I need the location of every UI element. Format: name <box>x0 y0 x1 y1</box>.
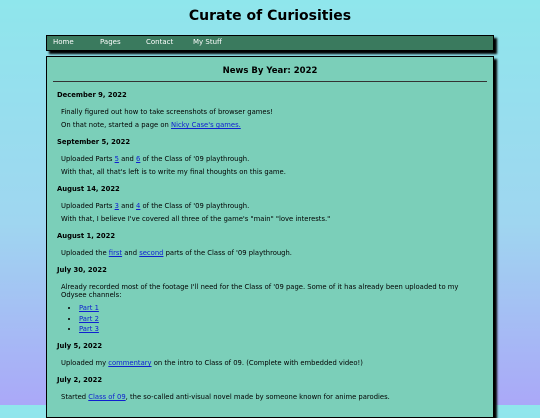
parts-list <box>61 304 482 333</box>
news-entry <box>57 185 482 223</box>
nav-my-stuff[interactable]: My Stuff <box>193 38 222 46</box>
part-3-link[interactable]: 3 <box>114 202 119 210</box>
entry-date: September 5, 2022 <box>57 138 131 146</box>
entry-date: December 9, 2022 <box>57 91 127 99</box>
entry-date: August 1, 2022 <box>57 232 116 240</box>
entry-text: With that, all that's left is to write my final thoughts on this game. <box>61 168 286 176</box>
entry-date: July 30, 2022 <box>57 266 107 274</box>
entry-date: August 14, 2022 <box>57 185 120 193</box>
news-panel <box>46 56 494 418</box>
list-item <box>79 325 482 333</box>
part-2-link[interactable]: Part 2 <box>79 314 99 323</box>
part-3-list-link[interactable]: Part 3 <box>79 325 99 333</box>
nav-bar <box>46 35 494 51</box>
part-5-link[interactable]: 5 <box>114 155 119 163</box>
part-4-link[interactable]: 4 <box>136 202 141 210</box>
first-part-link[interactable]: first <box>108 249 123 257</box>
entry-date: July 5, 2022 <box>57 342 103 350</box>
commentary-link[interactable]: commentary <box>108 359 152 367</box>
class-of-09-link[interactable]: Class of 09 <box>88 393 126 401</box>
entry-text: Uploaded my commentary on the intro to Class of 09. (Complete with embedded video!) <box>61 359 363 367</box>
nav-home[interactable]: Home <box>53 38 74 46</box>
nicky-case-games-link[interactable]: Nicky Case's games. <box>171 121 241 129</box>
entry-text: Started Class of 09, the so-called anti-visual novel made by someone known for anime parodies. <box>61 393 390 401</box>
list-item <box>79 304 482 312</box>
news-entry <box>57 232 482 257</box>
entry-text: Uploaded the first and second parts of the Class of '09 playthrough. <box>61 249 292 257</box>
news-entry <box>57 91 482 129</box>
part-6-link[interactable]: 6 <box>136 155 141 163</box>
entry-text: Finally figured out how to take screenshots of browser games! <box>61 108 273 116</box>
news-entry <box>57 342 482 367</box>
news-entry <box>57 138 482 176</box>
part-1-link[interactable]: Part 1 <box>79 304 99 312</box>
second-part-link[interactable]: second <box>139 249 164 257</box>
news-content <box>57 91 482 410</box>
list-item <box>79 315 482 323</box>
entry-text: With that, I believe I've covered all three of the game's "main" "love interests." <box>61 215 331 223</box>
divider <box>53 81 487 82</box>
page-title: News By Year: 2022 <box>222 66 318 76</box>
news-entry <box>57 376 482 401</box>
site-title: Curate of Curiosities <box>188 8 352 24</box>
nav-contact[interactable]: Contact <box>146 38 174 46</box>
entry-text: Already recorded most of the footage I'll need for the Class of '09 page. Some of it has already been uploaded to my Odysee channels: <box>61 283 459 299</box>
nav-pages[interactable]: Pages <box>100 38 121 46</box>
entry-text: On that note, started a page on Nicky Case's games. <box>61 121 241 129</box>
news-entry <box>57 266 482 333</box>
entry-text: Uploaded Parts 3 and 4 of the Class of '09 playthrough. <box>61 202 250 210</box>
entry-date: July 2, 2022 <box>57 376 103 384</box>
entry-text: Uploaded Parts 5 and 6 of the Class of '09 playthrough. <box>61 155 250 163</box>
